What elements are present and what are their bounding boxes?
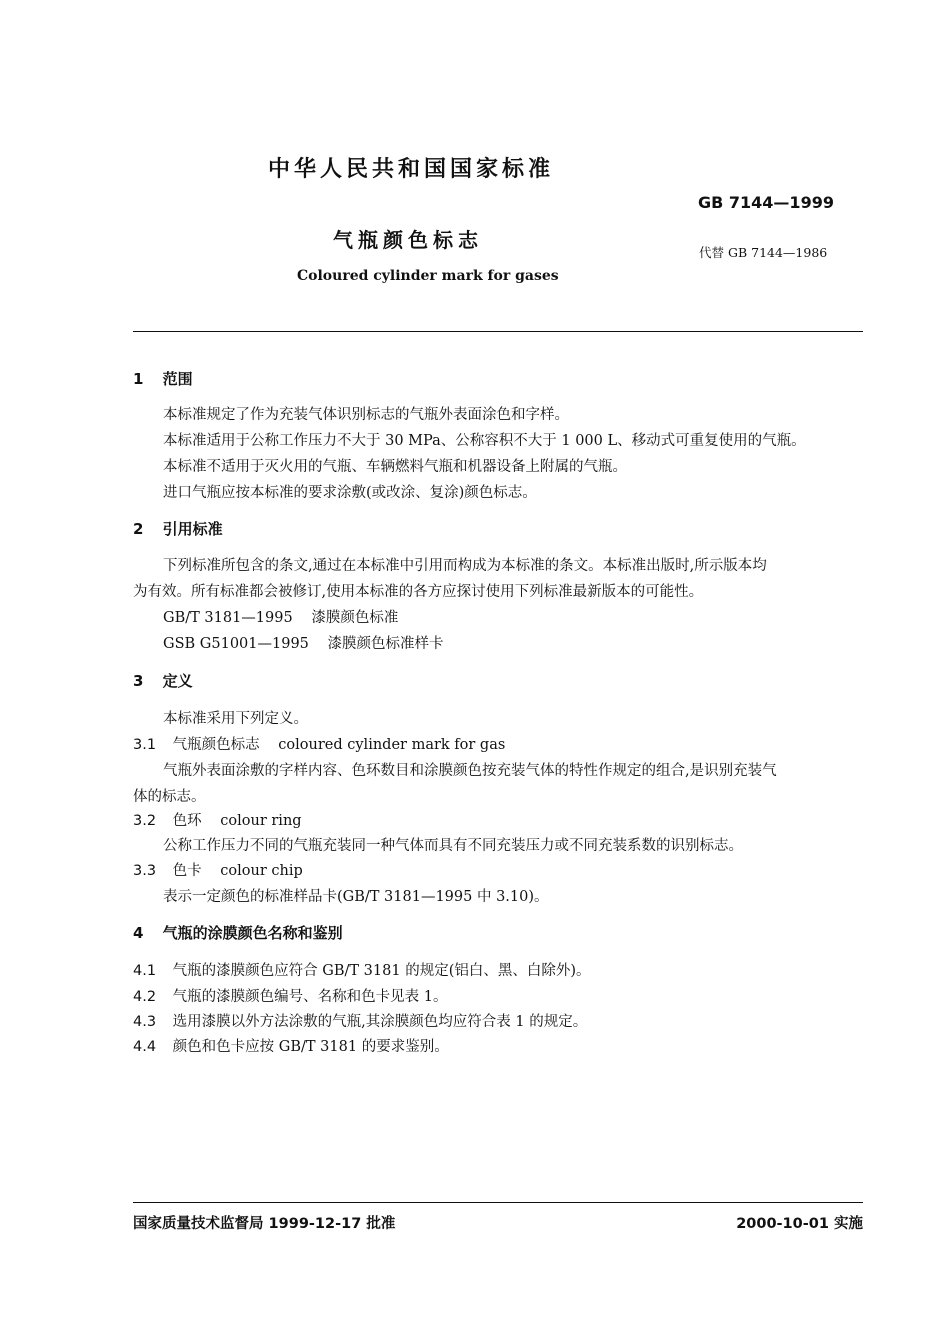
reference-code: GB/T 3181—1995 [163,610,293,626]
document-title-en: Coloured cylinder mark for gases [297,268,559,284]
clause-number: 4.4 [133,1039,157,1055]
definition-term-en: colour chip [220,863,303,879]
clause-number: 4.3 [133,1014,157,1030]
section-2-heading [133,518,223,539]
definition-number: 3.3 [133,863,157,879]
definition-text: 表示一定颜色的标准样品卡(GB/T 3181—1995 中 3.10)。 [163,889,549,905]
reference-code: GSB G51001—1995 [163,636,309,652]
implementation-line: 2000-10-01 实施 [736,1216,863,1232]
section-3-title: 定义 [162,672,193,690]
section-1-number: 1 [133,370,144,388]
reference-item [163,606,398,627]
section-2-number: 2 [133,520,144,538]
clause-4-3 [133,1010,587,1031]
definition-term: 色环 [172,813,202,829]
section-4-heading [133,922,343,943]
approval-line: 国家质量技术监督局 1999-12-17 批准 [133,1216,396,1232]
paragraph: 本标准适用于公称工作压力不大于 30 MPa、公称容积不大于 1 000 L、移动式可重复使用的气瓶。 [163,433,806,449]
definition-3-2 [133,809,302,830]
clause-text: 颜色和色卡应按 GB/T 3181 的要求鉴别。 [172,1039,449,1055]
definition-number: 3.1 [133,737,157,753]
paragraph: 本标准不适用于灭火用的气瓶、车辆燃料气瓶和机器设备上附属的气瓶。 [163,459,627,475]
section-2-title: 引用标准 [162,520,223,538]
definition-term-en: coloured cylinder mark for gas [278,737,506,753]
paragraph: 进口气瓶应按本标准的要求涂敷(或改涂、复涂)颜色标志。 [163,485,537,501]
national-standard-title: 中华人民共和国国家标准 [268,157,555,182]
section-4-title: 气瓶的涂膜颜色名称和鉴别 [162,924,343,942]
reference-name: 漆膜颜色标准 [311,610,399,626]
definition-term: 色卡 [172,863,202,879]
definition-3-3 [133,859,303,880]
definition-number: 3.2 [133,813,157,829]
clause-number: 4.2 [133,989,157,1005]
standard-number: GB 7144—1999 [698,193,834,212]
reference-item [163,632,444,653]
section-3-number: 3 [133,672,144,690]
clause-4-1 [133,959,591,980]
section-4-number: 4 [133,924,144,942]
definition-text: 公称工作压力不同的气瓶充装同一种气体而具有不同充装压力或不同充装系数的识别标志。 [163,838,743,854]
definition-text: 气瓶外表面涂敷的字样内容、色环数目和涂膜颜色按充装气体的特性作规定的组合,是识别充装气 [163,763,777,779]
paragraph: 本标准规定了作为充装气体识别标志的气瓶外表面涂色和字样。 [163,407,569,423]
clause-4-4 [133,1035,449,1056]
document-title-cn: 气瓶颜色标志 [333,228,483,252]
clause-text: 气瓶的漆膜颜色编号、名称和色卡见表 1。 [172,989,448,1005]
paragraph: 为有效。所有标准都会被修订,使用本标准的各方应探讨使用下列标准最新版本的可能性。 [133,584,704,600]
header-divider [133,331,863,332]
replaces-standard: 代替 GB 7144—1986 [699,245,828,260]
reference-name: 漆膜颜色标准样卡 [327,636,444,652]
definition-term-en: colour ring [220,813,302,829]
section-1-heading [133,368,193,389]
clause-text: 气瓶的漆膜颜色应符合 GB/T 3181 的规定(铝白、黑、白除外)。 [172,963,591,979]
definition-text: 体的标志。 [133,789,206,805]
paragraph: 下列标准所包含的条文,通过在本标准中引用而构成为本标准的条文。本标准出版时,所示版本均 [163,558,767,574]
clause-4-2 [133,985,448,1006]
definition-3-1 [133,733,505,754]
clause-text: 选用漆膜以外方法涂敷的气瓶,其涂膜颜色均应符合表 1 的规定。 [172,1014,588,1030]
clause-number: 4.1 [133,963,157,979]
section-3-heading [133,670,193,691]
definition-term: 气瓶颜色标志 [172,737,260,753]
paragraph: 本标准采用下列定义。 [163,711,308,727]
section-1-title: 范围 [162,370,193,388]
footer-divider [133,1202,863,1203]
